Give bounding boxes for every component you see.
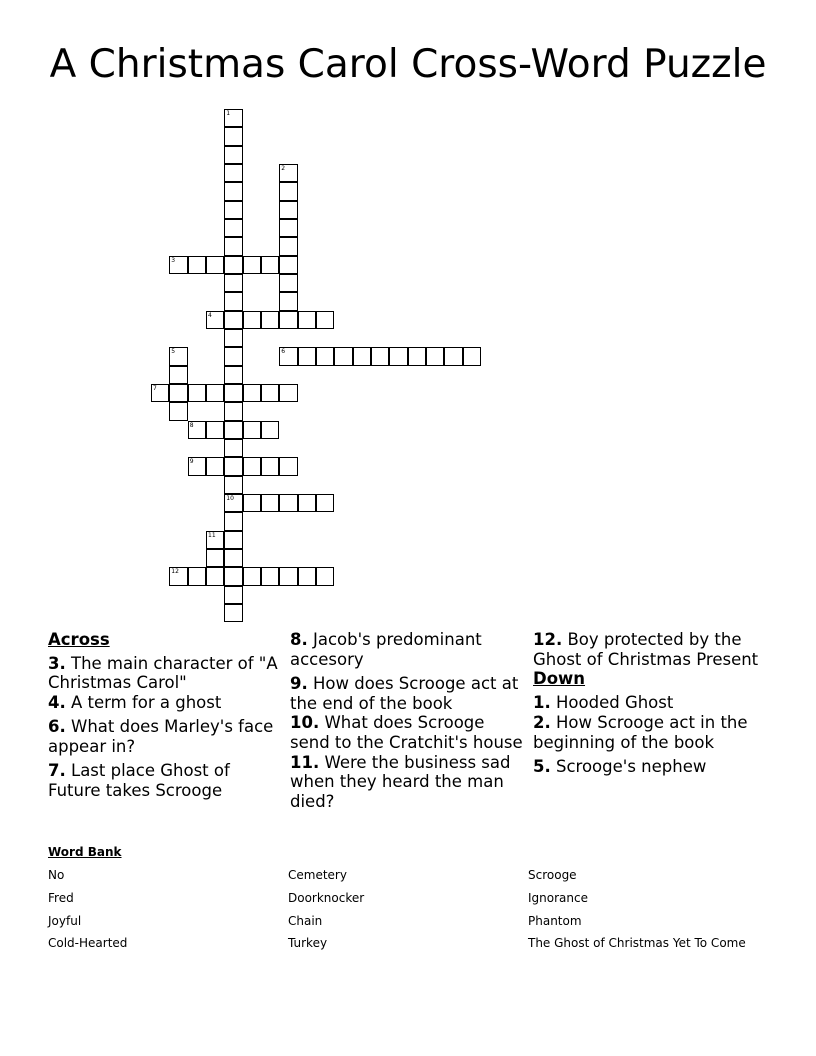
grid-cell[interactable] [243,494,261,512]
grid-cell[interactable] [261,256,279,274]
grid-cell[interactable] [279,457,297,475]
grid-cell[interactable] [224,604,242,622]
grid-cell[interactable] [298,347,316,365]
grid-cell[interactable] [261,421,279,439]
clue-number-label: 6 [281,348,286,356]
grid-cell[interactable] [279,201,297,219]
clue-number-label: 8 [189,421,194,429]
clue-column-1 [48,630,278,805]
grid-cell[interactable] [243,457,261,475]
grid-cell[interactable] [224,421,242,439]
word-bank-word: Chain [288,914,323,928]
grid-cell[interactable] [279,384,297,402]
grid-cell[interactable] [298,567,316,585]
grid-cell[interactable] [243,311,261,329]
grid-cell[interactable] [224,311,242,329]
grid-cell[interactable] [243,567,261,585]
clue-across-8: 8. Jacob's predominant accesory [290,630,482,669]
grid-cell[interactable] [206,457,224,475]
grid-cell[interactable] [206,421,224,439]
word-bank-word: Scrooge [528,868,577,882]
grid-cell[interactable] [224,127,242,145]
grid-cell[interactable] [279,292,297,310]
word-bank-word: Joyful [48,914,82,928]
grid-cell[interactable] [224,457,242,475]
grid-cell[interactable] [224,402,242,420]
grid-cell[interactable] [316,494,334,512]
word-bank-word: Doorknocker [288,891,365,905]
clue-down-1: 1. Hooded Ghost [533,693,674,713]
clue-down-5: 5. Scrooge's nephew [533,756,707,776]
clue-across-4: 4. A term for a ghost [48,693,222,713]
grid-cell[interactable] [261,384,279,402]
grid-cell[interactable] [224,292,242,310]
grid-cell[interactable] [224,439,242,457]
grid-cell[interactable] [444,347,462,365]
word-bank-word: Cemetery [288,868,347,882]
grid-cell[interactable] [334,347,352,365]
grid-cell[interactable] [169,384,187,402]
clue-number-label: 12 [171,568,179,576]
grid-cell[interactable] [224,256,242,274]
grid-cell[interactable] [224,347,242,365]
word-bank-word: Phantom [528,914,582,928]
grid-cell[interactable] [224,366,242,384]
grid-cell[interactable] [224,512,242,530]
grid-cell[interactable] [279,256,297,274]
grid-cell[interactable] [206,531,224,549]
grid-cell[interactable] [463,347,481,365]
grid-cell[interactable] [316,567,334,585]
clue-column-3 [533,630,765,781]
grid-cell[interactable] [261,567,279,585]
grid-cell[interactable] [426,347,444,365]
grid-cell[interactable] [206,567,224,585]
grid-cell[interactable] [224,494,242,512]
grid-cell[interactable] [261,457,279,475]
grid-cell[interactable] [279,567,297,585]
grid-cell[interactable] [169,567,187,585]
grid-cell[interactable] [169,347,187,365]
grid-cell[interactable] [279,237,297,255]
grid-cell[interactable] [224,586,242,604]
clue-across-6: 6. What does Marley's face appear in? [48,717,274,757]
word-bank-word: Cold-Hearted [48,936,128,950]
clue-number-label: 11 [208,531,216,539]
clue-across-3: 3. The main character of "A Christmas Carol" [48,653,278,693]
grid-cell[interactable] [169,256,187,274]
grid-cell[interactable] [224,384,242,402]
grid-cell[interactable] [224,567,242,585]
grid-cell[interactable] [224,329,242,347]
grid-cell[interactable] [279,164,297,182]
clue-number-label: 9 [189,458,194,466]
grid-cell[interactable] [206,549,224,567]
clue-number-label: 10 [226,494,234,502]
grid-cell[interactable] [279,347,297,365]
grid-cell[interactable] [224,182,242,200]
grid-cell[interactable] [224,549,242,567]
page-title: A Christmas Carol Cross-Word Puzzle [49,42,767,87]
across-heading: Across [48,630,110,649]
grid-cell[interactable] [188,384,206,402]
grid-cell[interactable] [188,421,206,439]
clue-across-9: 9. How does Scrooge act at the end of the book [290,673,519,713]
grid-cell[interactable] [408,347,426,365]
grid-cell[interactable] [206,311,224,329]
word-bank-word: The Ghost of Christmas Yet To Come [528,936,746,950]
clue-number-label: 5 [171,348,176,356]
grid-cell[interactable] [243,421,261,439]
clue-down-2: 2. How Scrooge act in the beginning of the book [533,712,748,752]
word-bank-word: No [48,868,65,882]
clue-number-label: 7 [153,384,157,392]
clue-number-label: 2 [281,165,286,172]
grid-cell[interactable] [224,274,242,292]
grid-cell[interactable] [188,567,206,585]
grid-cell[interactable] [389,347,407,365]
grid-cell[interactable] [371,347,389,365]
word-bank-word: Turkey [288,936,328,950]
grid-cell[interactable] [316,347,334,365]
grid-cell[interactable] [279,219,297,237]
grid-cell[interactable] [298,311,316,329]
clue-across-12: 12. Boy protected by the Ghost of Christmas Present [533,630,759,669]
down-heading: Down [533,669,586,689]
grid-cell[interactable] [188,457,206,475]
grid-cell[interactable] [224,201,242,219]
grid-cell[interactable] [206,384,224,402]
clue-across-7: 7. Last place Ghost of Future takes Scrooge [48,761,230,800]
grid-cell[interactable] [224,164,242,182]
clue-number-label: 4 [208,311,212,319]
grid-cell[interactable] [224,476,242,494]
grid-cell[interactable] [261,494,279,512]
grid-cell[interactable] [261,311,279,329]
grid-cell[interactable] [206,256,224,274]
grid-cell[interactable] [298,494,316,512]
grid-cell[interactable] [224,146,242,164]
clue-number-label: 3 [171,256,176,264]
grid-cell[interactable] [279,494,297,512]
grid-cell[interactable] [188,256,206,274]
word-bank-title: Word Bank [48,845,122,859]
word-bank-word: Ignorance [528,891,588,905]
clue-across-10: 10. What does Scrooge send to the Cratchit's house [290,713,523,753]
word-bank-word: Fred [48,891,74,905]
grid-cell[interactable] [224,109,242,127]
grid-cell[interactable] [243,384,261,402]
grid-cell[interactable] [224,219,242,237]
clue-number-label: 1 [226,110,231,117]
grid-cell[interactable] [353,347,371,365]
grid-cell[interactable] [224,237,242,255]
grid-cell[interactable] [279,182,297,200]
grid-cell[interactable] [279,274,297,292]
grid-cell[interactable] [243,256,261,274]
grid-cell[interactable] [279,311,297,329]
grid-cell[interactable] [224,531,242,549]
grid-cell[interactable] [316,311,334,329]
clue-across-11: 11. Were the business sad when they heard the man died? [290,752,511,812]
grid-cell[interactable] [169,366,187,384]
clue-column-2 [290,630,526,816]
grid-cell[interactable] [169,402,187,420]
grid-cell[interactable] [151,384,169,402]
